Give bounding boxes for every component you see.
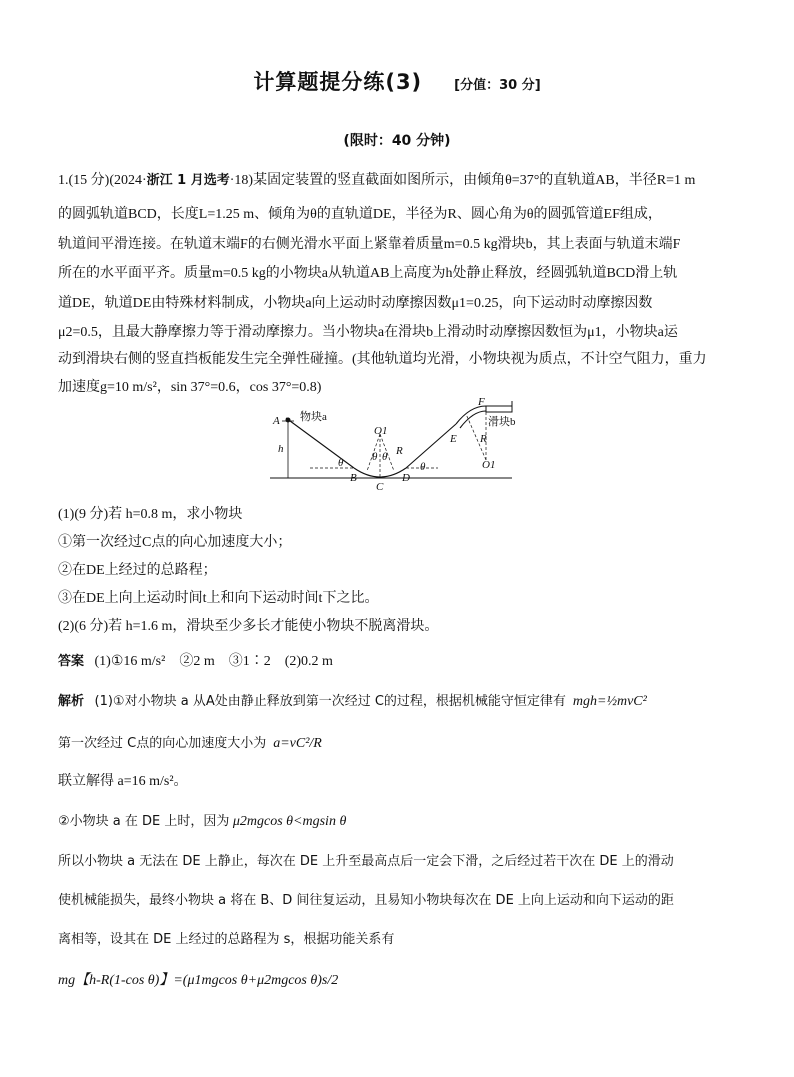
analysis-line-4	[58, 812, 748, 832]
problem-number: 1.	[58, 173, 69, 188]
formula-friction: μ2mgcos θ<mgsin θ	[232, 814, 347, 829]
analysis-line-2	[58, 734, 748, 754]
label-o1: O1	[374, 425, 388, 437]
label-theta-3: θ	[382, 451, 388, 463]
track-diagram	[270, 384, 520, 494]
label-a: A	[273, 415, 280, 427]
time-limit: (限时：40 分钟)	[343, 133, 451, 149]
analysis-line-5: 所以小物块 a 无法在 DE 上静止，每次在 DE 上升至最高点后一定会下滑，之后经过若干次在 DE 上的滑动	[58, 854, 674, 869]
source-exam: 浙江 1 月选考	[146, 173, 230, 188]
formula-energy: mgh=½mvC²	[572, 694, 647, 709]
label-r-2: R	[480, 433, 487, 445]
analysis-line-3: 联立解得 a=16 m/s²。	[58, 774, 188, 789]
label-b: B	[350, 472, 357, 484]
answer-line	[58, 652, 748, 672]
problem-line-4: 所在的水平面平齐。质量m=0.5 kg的小物块a从轨道AB上高度为h处静止释放，经圆弧轨道BCD滑上轨	[58, 266, 678, 281]
question-1: (1)(9 分)若 h=0.8 m，求小物块	[58, 507, 243, 522]
problem-text-1: 某固定装置的竖直截面如图所示，由倾角θ=37°的直轨道AB，半径R=1 m	[253, 173, 696, 188]
label-block-a: 物块a	[300, 411, 327, 423]
question-1-3: ③在DE上向上运动时间t上和向下运动时间t下之比。	[58, 591, 379, 606]
question-1-2: ②在DE上经过的总路程；	[58, 563, 217, 578]
label-d: D	[402, 472, 410, 484]
analysis-text-2: 第一次经过 C点的向心加速度大小为	[58, 736, 267, 751]
problem-line-2: 的圆弧轨道BCD，长度L=1.25 m、倾角为θ的直轨道DE，半径为R、圆心角为θ的圆弧管道EF组成，	[58, 207, 662, 222]
problem-line-8: 加速度g=10 m/s²，sin 37°=0.6，cos 37°=0.8)	[58, 380, 322, 395]
analysis-line-1	[58, 692, 748, 712]
label-o1-2: O1	[482, 459, 496, 471]
label-c: C	[376, 481, 384, 493]
analysis-label: 解析	[58, 694, 85, 709]
problem-line-1	[58, 171, 748, 191]
analysis-text-1: (1)①对小物块 a 从A处由静止释放到第一次经过 C的过程，根据机械能守恒定律有	[94, 694, 566, 709]
label-e: E	[450, 433, 457, 445]
label-theta-2: θ	[372, 451, 378, 463]
label-f: F	[478, 396, 485, 408]
label-theta-4: θ	[420, 461, 426, 473]
pipe-ef	[456, 406, 486, 424]
track-diagram-svg	[270, 384, 520, 494]
problem-line-7: 动到滑块右侧的竖直挡板能发生完全弹性碰撞。(其他轨道均光滑，小物块视为质点，不计空气阻力，重力	[58, 352, 707, 367]
problem-line-3: 轨道间平滑连接。在轨道末端F的右侧光滑水平面上紧靠着质量m=0.5 kg滑块b，其上表面与轨道末端F	[58, 237, 681, 252]
question-1-1: ①第一次经过C点的向心加速度大小；	[58, 535, 292, 550]
problem-points: (15 分)	[68, 173, 110, 188]
score-label: [分值：30 分]	[454, 78, 541, 93]
track-de	[406, 424, 456, 468]
label-theta-1: θ	[338, 457, 344, 469]
label-block-b: 滑块b	[488, 416, 516, 428]
answer-label: 答案	[58, 654, 85, 669]
page-title	[0, 66, 794, 96]
problem-line-5: 道DE，轨道DE由特殊材料制成，小物块a向上运动时动摩擦因数μ1=0.25，向下运动时动摩擦因数	[58, 296, 653, 311]
analysis-formula-work-energy: mg【h-R(1-cos θ)】=(μ1mgcos θ+μ2mgcos θ)s/2	[58, 973, 339, 988]
formula-accel: a=vC²/R	[273, 736, 322, 751]
track-ab	[286, 418, 354, 468]
slider-b	[486, 406, 512, 412]
analysis-line-6: 使机械能损失，最终小物块 a 将在 B、D 间往复运动，且易知小物块每次在 DE 上向上运动和向下运动的距	[58, 893, 674, 908]
block-a	[286, 418, 291, 423]
analysis-text-4: ②小物块 a 在 DE 上时，因为	[58, 814, 230, 829]
source-prefix: (2024·	[109, 173, 147, 188]
problem-line-6: μ2=0.5，且最大静摩擦力等于滑动摩擦力。当小物块a在滑块b上滑动时动摩擦因数恒为μ1，小物块a运	[58, 325, 678, 340]
label-h: h	[278, 443, 284, 455]
title-text: 计算题提分练(3)	[253, 70, 423, 94]
source-suffix: ·18)	[229, 173, 254, 188]
label-r-1: R	[396, 445, 403, 457]
question-2: (2)(6 分)若 h=1.6 m，滑块至少多长才能使小物块不脱离滑块。	[58, 619, 439, 634]
analysis-line-7: 离相等，设其在 DE 上经过的总路程为 s，根据功能关系有	[58, 932, 395, 947]
answer-text: (1)①16 m/s² ②2 m ③1∶2 (2)0.2 m	[94, 654, 333, 669]
